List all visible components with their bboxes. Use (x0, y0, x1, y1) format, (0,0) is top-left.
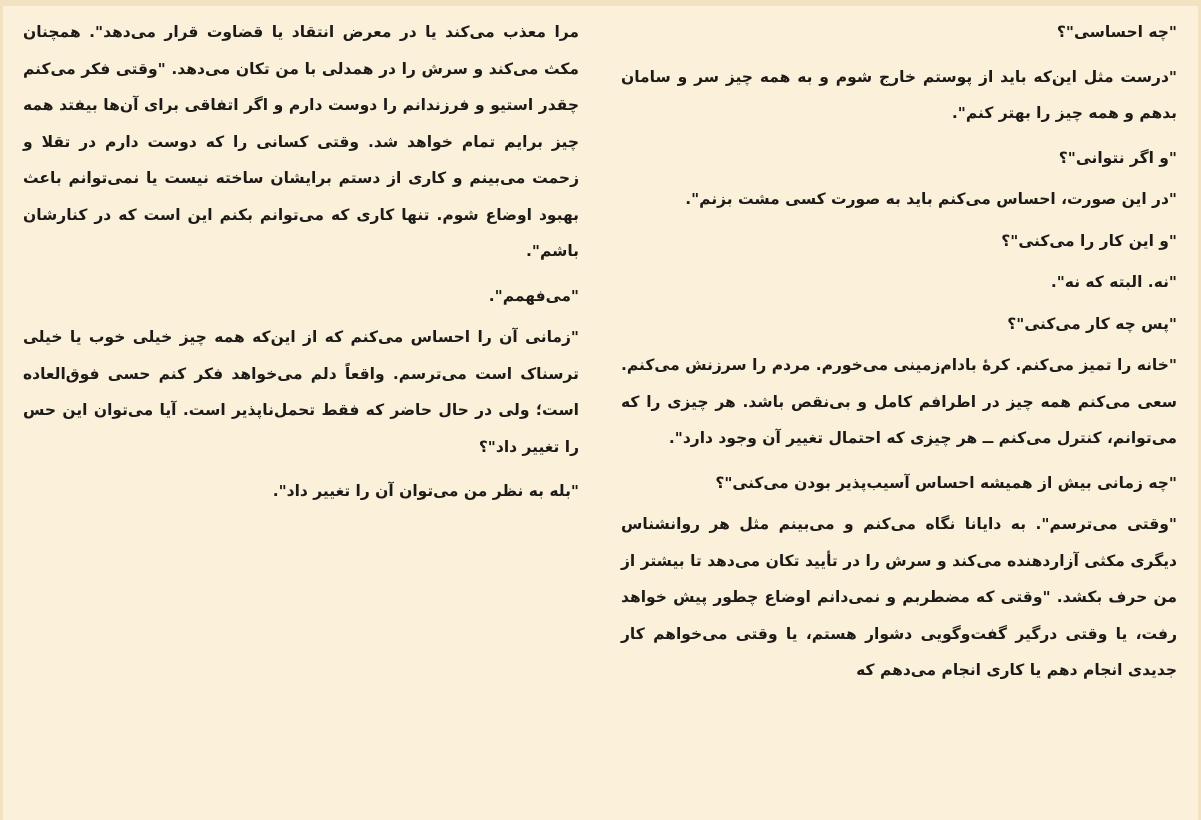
paragraph: "خانه را تمیز می‌کنم. کرهٔ بادام‌زمینی می‌خورم. مردم را سرزنش می‌کنم. سعی می‌کنم همه چیز در اطرافم کامل و بی‌نقص باشد. هر چیزی را که می‌توانم، کنترل می‌کنم ــ هر چیزی که احتمال تغییر آن وجود دارد". (621, 356, 1177, 447)
paragraph: مرا معذب می‌کند یا در معرض انتقاد یا قضاوت قرار می‌دهد". همچنان مکث می‌کند و سرش را در همدلی با من تکان می‌دهد. "وقتی فکر می‌کنم چقدر استیو و فرزندانم را دوست دارم و اگر اتفاقی برای آن‌ها بیفتد همه چیز برایم تمام خواهد شد. وقتی کسانی را که دوست دارم در تقلا و زحمت می‌بینم و کاری از دستم برایشان ساخته نیست یا نمی‌توانم باعث بهبود اوضاع شوم. تنها کاری که می‌توانم بکنم این است که در کنارشان باشم". (23, 23, 579, 260)
paragraph: "نه. البته که نه". (1050, 273, 1177, 291)
right-text-column (621, 14, 1177, 694)
left-text-column (23, 14, 579, 515)
paragraph: "وقتی می‌ترسم". به دایانا نگاه می‌کنم و می‌بینم مثل هر روانشناس دیگری مکثی آزاردهنده می‌کند و سرش را در تأیید تکان می‌دهد تا بیشتر از من حرف بکشد. "وقتی که مضطربم و نمی‌دانم اوضاع چطور پیش خواهد رفت، یا وقتی درگیر گفت‌وگویی دشوار هستم، یا وقتی می‌خواهم کار جدیدی انجام دهم یا کاری انجام می‌دهم که (621, 515, 1177, 679)
paragraph: "چه احساسی"؟ (1056, 23, 1177, 41)
paragraph: "می‌فهمم". (488, 286, 579, 305)
paragraph: "و اگر نتوانی"؟ (1058, 148, 1177, 167)
paragraph: "زمانی آن را احساس می‌کنم که از این‌که همه چیز خیلی خوب یا خیلی ترسناک است می‌ترسم. واقعاً دلم می‌خواهد فکر کنم حسی فوق‌العاده است؛ ولی در حال حاضر که فقط تحمل‌ناپذیر است. آیا می‌توان این حس را تغییر داد"؟ (23, 328, 579, 456)
paragraph: "چه زمانی بیش از همیشه احساس آسیب‌پذیر بودن می‌کنی"؟ (715, 473, 1177, 492)
paragraph: "بله به نظر من می‌توان آن را تغییر داد". (272, 482, 579, 500)
paragraph: "در این صورت، احساس می‌کنم باید به صورت کسی مشت بزنم". (685, 190, 1177, 208)
paragraph: "درست مثل این‌که باید از پوستم خارج شوم و به همه چیز سر و سامان بدهم و همه چیز را بهتر کنم". (621, 67, 1177, 122)
paragraph: "پس چه کار می‌کنی"؟ (1007, 314, 1177, 333)
paragraph: "و این کار را می‌کنی"؟ (1001, 231, 1177, 250)
